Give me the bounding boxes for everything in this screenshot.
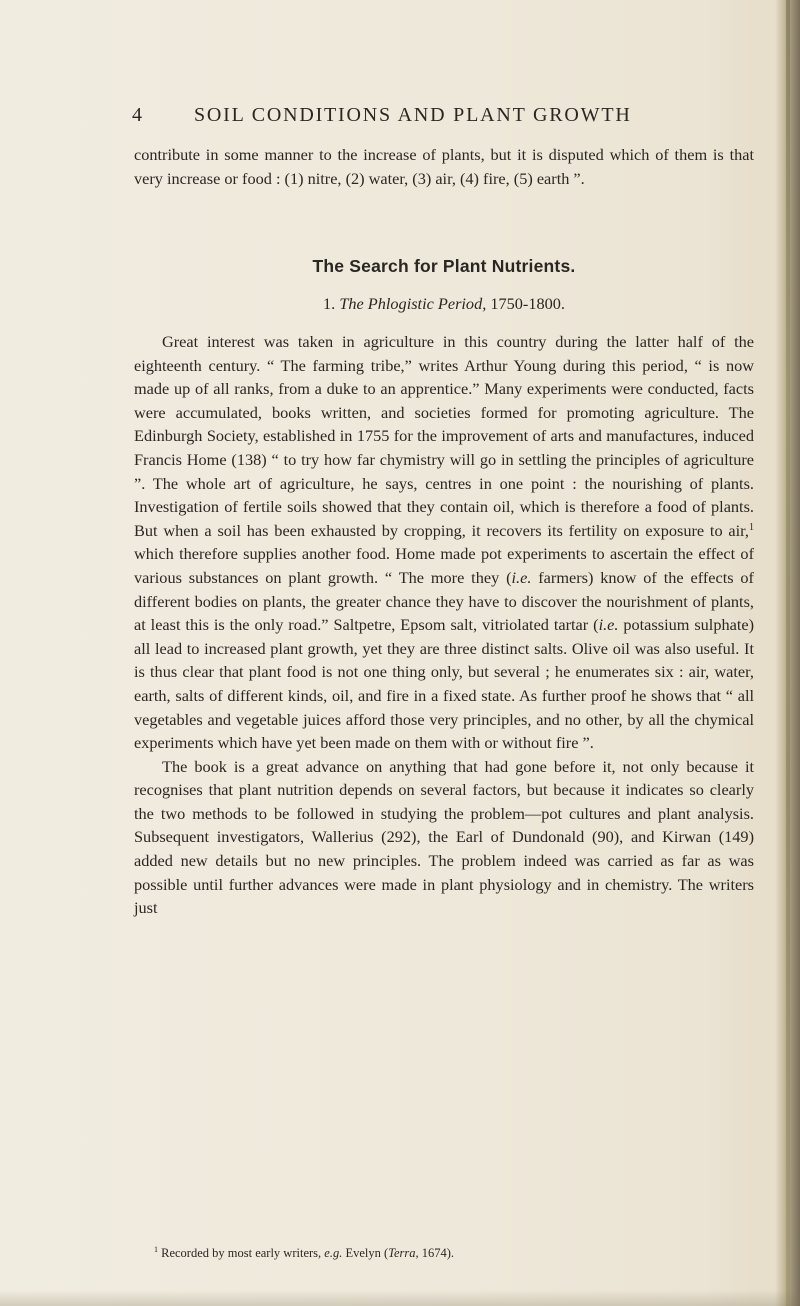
running-head <box>132 104 752 134</box>
subsection-dates: 1750-1800. <box>490 294 565 313</box>
footnote-work-title: Terra, <box>388 1246 419 1260</box>
footnote-text: Evelyn ( <box>342 1246 389 1260</box>
subsection-heading <box>134 294 754 314</box>
paragraph-text: potassium sulphate) all lead to increased plant growth, yet they are three distinct salts. Olive oil was also useful. It is thus clear that plant food is not one thing only, but several ; he enumerates six : air, water, earth, salts of different kinds, oil, and fire in a fixed state. As further proof he shows that “ all vegetables and vegetable juices afford those very principles, and no other, by all the chymical experiments which have yet been made on them with or without fire ”. <box>134 615 754 753</box>
continued-paragraph: contribute in some manner to the increase of plants, but it is disputed which of them is that very increase or food : (1) nitre, (2) water, (3) air, (4) fire, (5) earth ”. <box>134 145 754 188</box>
subsection-title: The Phlogistic Period, <box>339 294 487 313</box>
footnote-text: Recorded by most early writers, <box>158 1246 325 1260</box>
section-heading: The Search for Plant Nutrients. <box>312 256 576 276</box>
paragraph-advance: The book is a great advance on anything that had gone before it, not only because it recognises that plant nutrition depends on several factors, but because it indicates so clearly the two methods to be followed in studying the problem—pot cultures and plant analysis. Subsequent investigators, Wallerius (292), the Earl of Dundonald (90), and Kirwan (149) added new details but no new principles. The problem indeed was carried as far as was possible until further advances were made in plant physiology and in chemistry. The writers just <box>134 756 754 918</box>
running-title: SOIL CONDITIONS AND PLANT GROWTH <box>194 104 632 126</box>
footnote <box>154 1245 754 1261</box>
footnote-text: 1674). <box>418 1246 455 1260</box>
subsection-number: 1. <box>323 294 336 313</box>
main-text <box>134 330 754 920</box>
paragraph-text: farmers) know of the effects of different bodies on plants, the greater chance they have to discover the nourishment of plants, at least this is the only road.” Saltpetre, Epsom salt, vitriolated tartar ( <box>134 567 754 635</box>
page-edge-binding <box>786 0 790 1306</box>
italic-abbreviation: e.g. <box>324 1246 343 1260</box>
page-number: 4 <box>132 104 143 126</box>
page-bottom-edge <box>0 1290 800 1306</box>
italic-abbreviation: i.e. <box>598 615 619 635</box>
paragraph-text: which therefore supplies another food. Home made pot experiments to ascertain the effect of various substances on plant growth. “ The more they ( <box>134 544 754 587</box>
paragraph-text: Great interest was taken in agriculture in this country during the latter half of the eighteenth century. “ The farming tribe,” writes Arthur Young during this period, “ is now made up of all ranks, from a duke to an apprentice.” Many experiments were conducted, facts were accumulated, books written, and societies formed for promoting agriculture. The Edinburgh Society, established in 1755 for the improvement of arts and manufactures, induced Francis Home (138) “ to try how far chymistry will go in settling the principles of agriculture ”. The whole art of agriculture, he says, centres in one point : the nourishing of plants. Investigation of fertile soils showed that they contain oil, which is therefore a food of plants. But when a soil has been exhausted by cropping, it recovers its fertility on exposure to air, <box>134 332 754 540</box>
paragraph-home <box>134 330 754 755</box>
italic-abbreviation: i.e. <box>511 567 532 587</box>
footnote-marker: 1 <box>749 521 754 533</box>
footnote-number: 1 <box>154 1245 158 1254</box>
